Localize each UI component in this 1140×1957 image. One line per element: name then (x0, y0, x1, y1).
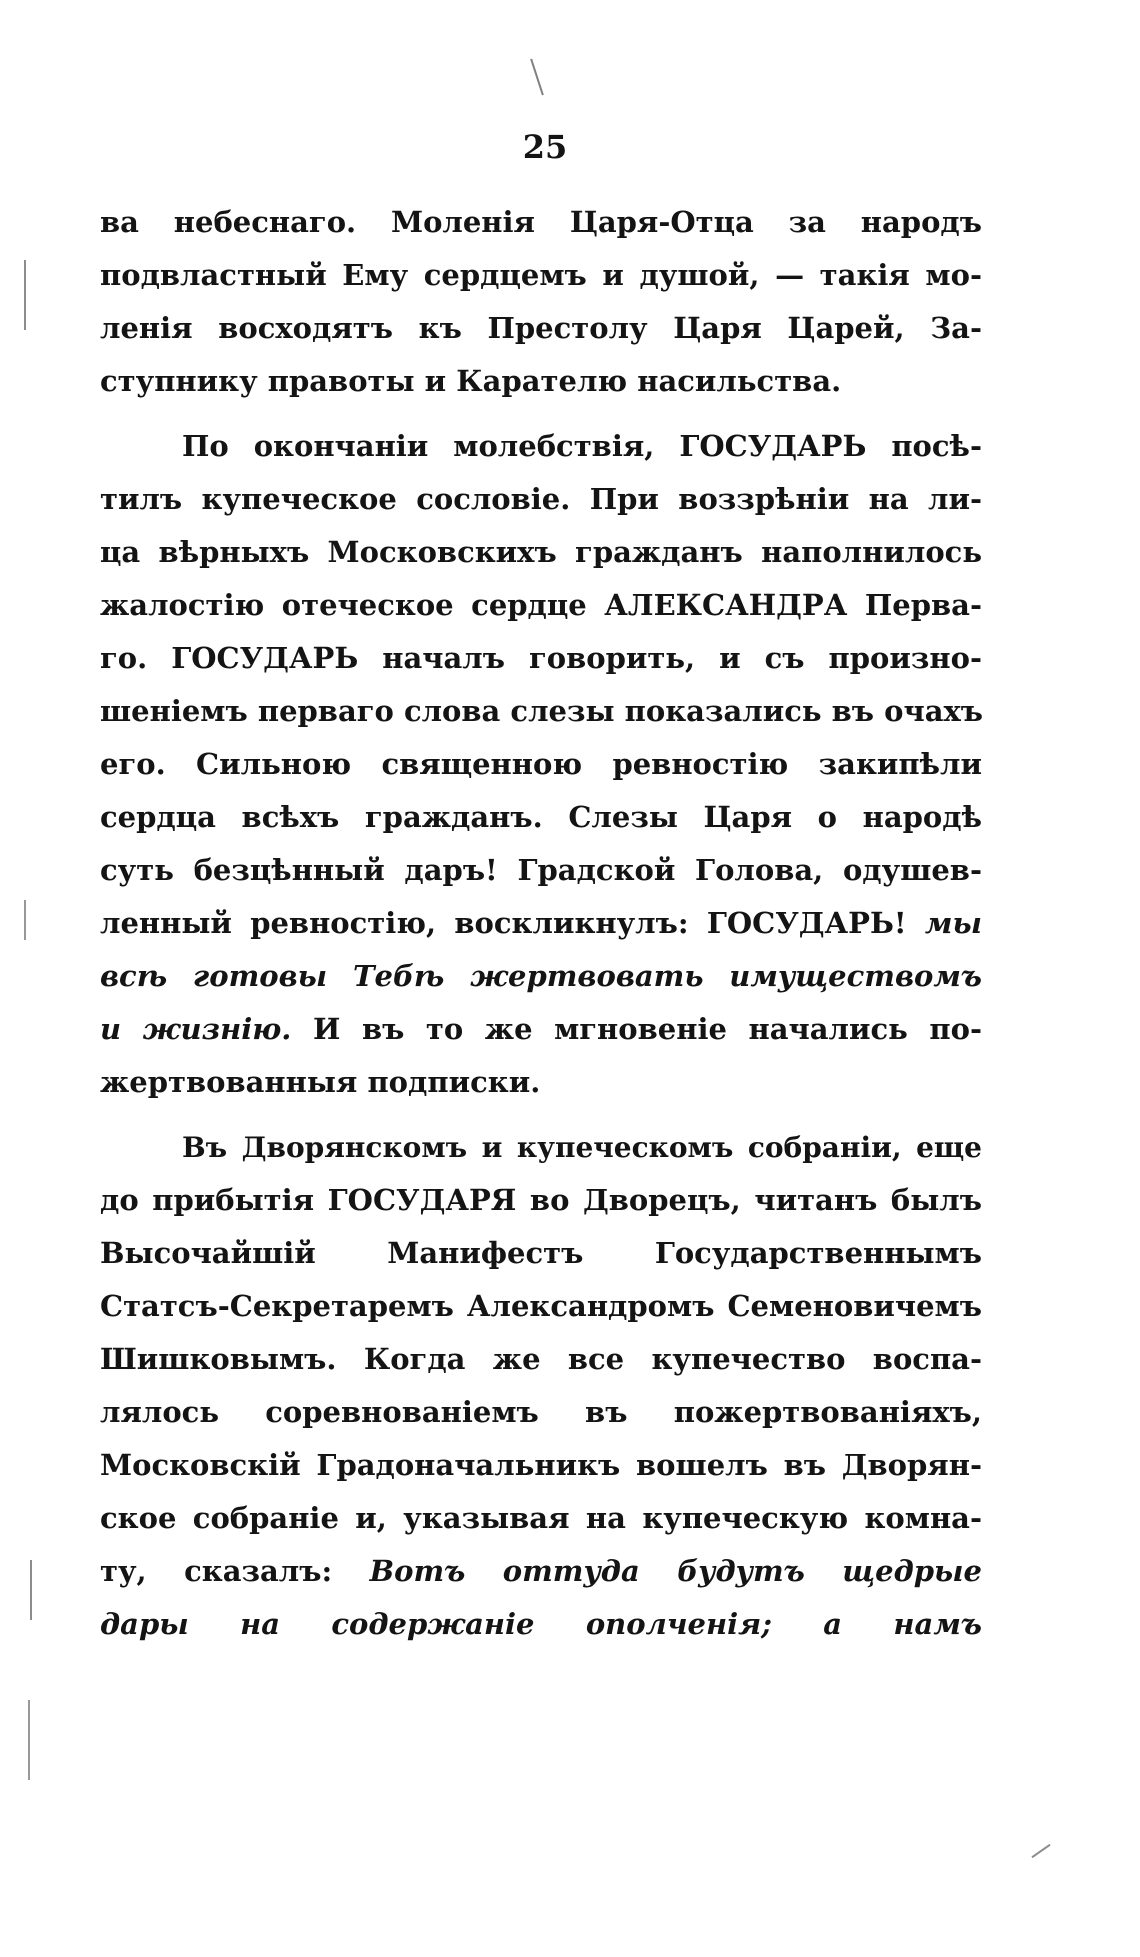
text-line (100, 950, 982, 1003)
line-text: шеніемъ перваго слова слезы показались въ очахъ (100, 694, 984, 728)
line-text: суть безцѣнный даръ! Градской Голова, одушев- (100, 853, 982, 887)
italic-text: всѣ готовы Тебѣ жертвовать имуществомъ (100, 959, 982, 993)
paragraph-gap (100, 408, 982, 420)
text-line (100, 1056, 982, 1109)
text-line (100, 196, 982, 249)
text-line (100, 1545, 982, 1598)
text-line (100, 1280, 982, 1333)
line-text-tail: И въ то же мгновеніе начались по- (291, 1012, 982, 1046)
text-line (100, 1174, 982, 1227)
text-line (100, 844, 982, 897)
text-line (100, 685, 982, 738)
line-text: ца вѣрныхъ Московскихъ гражданъ наполнилось (100, 535, 982, 569)
line-text: тилъ купеческое сословіе. При воззрѣніи на ли- (100, 482, 982, 516)
paragraph (100, 420, 982, 1109)
line-text: жалостію отеческое сердце АЛЕКСАНДРА Перва- (100, 588, 982, 622)
text-line (100, 1003, 982, 1056)
line-text: Высочайшій Манифестъ Государственнымъ (100, 1236, 982, 1270)
line-text: подвластный Ему сердцемъ и душой, — такія мо- (100, 258, 982, 292)
line-text: ленный ревностію, воскликнулъ: ГОСУДАРЬ! (100, 906, 907, 940)
scan-mark (530, 59, 544, 96)
paragraph-gap (100, 1109, 982, 1121)
body-text (100, 196, 982, 1651)
line-text: жертвованныя подписки. (100, 1065, 541, 1099)
text-line (100, 632, 982, 685)
text-line (100, 249, 982, 302)
paragraph (100, 1121, 982, 1651)
text-line (100, 579, 982, 632)
line-text: ступнику правоты и Карателю насильства. (100, 364, 842, 398)
line-text: лялось соревнованіемъ въ пожертвованіяхъ, (100, 1395, 982, 1429)
text-line (100, 1386, 982, 1439)
text-line (100, 1121, 982, 1174)
line-text: ва небеснаго. Моленія Царя-Отца за народъ (100, 205, 982, 239)
scan-mark (24, 900, 26, 940)
text-line (100, 1598, 982, 1651)
line-text: Въ Дворянскомъ и купеческомъ собраніи, еще (182, 1131, 982, 1164)
text-line (100, 1227, 982, 1280)
text-line (100, 355, 982, 408)
page-number: 25 (522, 128, 568, 166)
line-text: го. ГОСУДАРЬ началъ говорить, и съ произно- (100, 641, 982, 675)
text-line (100, 738, 982, 791)
line-text: до прибытія ГОСУДАРЯ во Дворецъ, читанъ былъ (100, 1183, 982, 1217)
line-text: ту, сказалъ: (100, 1554, 333, 1588)
line-text: Статсъ-Секретаремъ Александромъ Семеновичемъ (100, 1289, 982, 1323)
text-line (100, 897, 982, 950)
paragraph (100, 196, 982, 408)
text-line (100, 1492, 982, 1545)
italic-text: и жизнію. (100, 1012, 292, 1046)
text-line (100, 791, 982, 844)
text-line (100, 1439, 982, 1492)
text-line (100, 1333, 982, 1386)
italic-text: дары на содержаніе ополченія; а намъ (100, 1607, 982, 1641)
line-text: ленія восходятъ къ Престолу Царя Царей, За- (100, 311, 982, 345)
line-text: Шишковымъ. Когда же все купечество воспа- (100, 1342, 982, 1376)
line-text: Московскій Градоначальникъ вошелъ въ Дворян- (100, 1448, 982, 1482)
scan-mark (1031, 1844, 1050, 1858)
text-line (100, 302, 982, 355)
line-text: По окончаніи молебствія, ГОСУДАРЬ посѣ- (182, 429, 982, 463)
line-text: сердца всѣхъ гражданъ. Слезы Царя о народѣ (100, 800, 982, 834)
line-text: его. Сильною священною ревностію закипѣли (100, 747, 982, 781)
line-text: ское собраніе и, указывая на купеческую комна- (100, 1501, 982, 1535)
text-line (100, 420, 982, 473)
scan-mark (24, 260, 26, 330)
italic-text: мы (924, 906, 982, 940)
scan-mark (30, 1560, 32, 1620)
italic-text: Вотъ оттуда будутъ щедрые (369, 1554, 982, 1588)
scan-mark (28, 1700, 30, 1780)
text-line (100, 473, 982, 526)
text-line (100, 526, 982, 579)
